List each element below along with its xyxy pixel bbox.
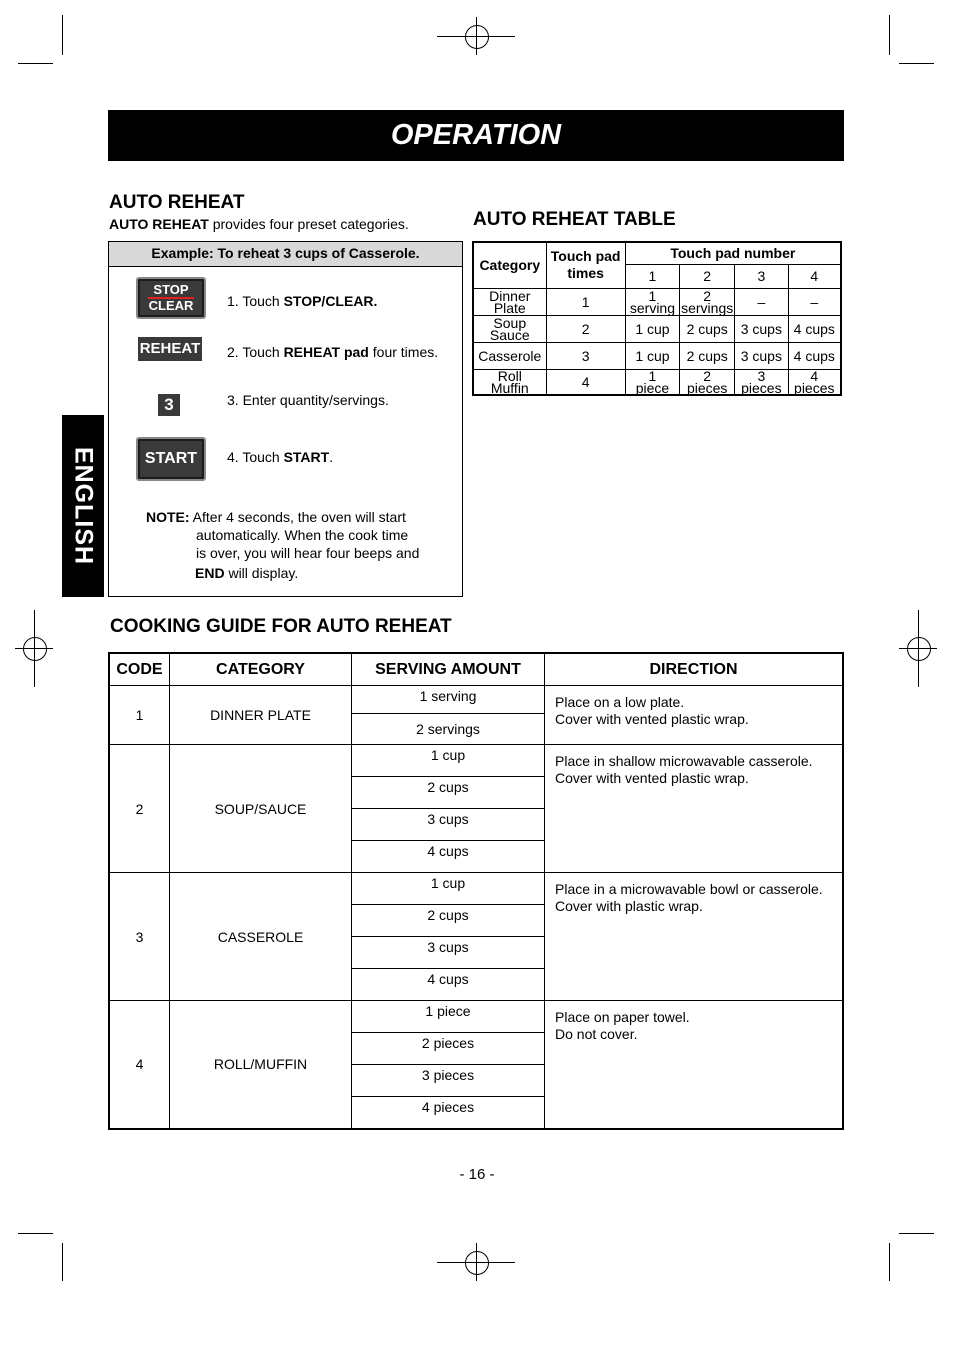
- crop-mark: [889, 1243, 890, 1281]
- col-code: CODE: [109, 653, 170, 686]
- pad-number: 2: [680, 264, 735, 288]
- crop-mark: [899, 63, 934, 64]
- reheat-button[interactable]: REHEAT: [138, 337, 202, 361]
- page-number: - 16 -: [459, 1166, 495, 1183]
- step-2: 2. Touch REHEAT pad four times.: [227, 344, 439, 360]
- cooking-guide-heading: COOKING GUIDE FOR AUTO REHEAT: [110, 616, 452, 637]
- step-3: 3. Enter quantity/servings.: [227, 392, 389, 408]
- col-touchpad-number: Touch pad number: [625, 242, 841, 264]
- clear-label: CLEAR: [148, 298, 194, 313]
- stop-label: STOP: [153, 282, 189, 297]
- table-row: Soup Sauce 2 1 cup 2 cups 3 cups 4 cups: [473, 315, 841, 342]
- stop-clear-button[interactable]: [136, 277, 206, 319]
- example-box: [108, 241, 463, 597]
- reheat-table-heading: AUTO REHEAT TABLE: [473, 209, 676, 230]
- example-title: Example: To reheat 3 cups of Casserole.: [109, 242, 462, 267]
- col-direction: DIRECTION: [545, 653, 844, 686]
- step-1: 1. Touch STOP/CLEAR.: [227, 293, 378, 309]
- crop-mark: [18, 1233, 53, 1234]
- start-button[interactable]: START: [136, 437, 206, 481]
- table-row: Dinner Plate 1 1 serving 2 servings – –: [473, 288, 841, 315]
- pad-number: 1: [625, 264, 680, 288]
- crop-mark: [62, 15, 63, 55]
- auto-reheat-intro: AUTO REHEAT provides four preset categories.: [109, 216, 409, 232]
- cooking-guide-table: CODE CATEGORY SERVING AMOUNT DIRECTION 1 DINNER PLATE 1 serving Place on a low plate. Cover with vented plastic wrap. 2 servings 2 SOUP/SAUCE 1 cup Place in shallow microwavable casserole. Cover with vented plastic wrap. 2 cups 3 cups 4 cups 3 CASSEROLE 1 cup Place in a microwavable bowl or casserole. Cover with plastic wrap. 2 cups 3 cups 4 cups 4 ROLL/MUFFIN 1 piece Place on paper towel. Do not cover. 2 pieces 3 pieces 4 pieces: [108, 652, 844, 1130]
- language-tab-label: ENGLISH: [69, 446, 98, 566]
- step-4: 4. Touch START.: [227, 449, 334, 465]
- pad-number: 3: [735, 264, 788, 288]
- pad-number: 4: [788, 264, 841, 288]
- crop-mark: [18, 63, 53, 64]
- language-tab: [62, 415, 104, 597]
- auto-reheat-table: [472, 241, 842, 396]
- table-row: 1 DINNER PLATE 1 serving Place on a low plate. Cover with vented plastic wrap.: [109, 686, 843, 714]
- table-row: 4 ROLL/MUFFIN 1 piece Place on paper towel. Do not cover.: [109, 1001, 843, 1033]
- col-category: Category: [473, 242, 546, 288]
- table-row: Casserole 3 1 cup 2 cups 3 cups 4 cups: [473, 342, 841, 369]
- table-row: Roll Muffin 4 1 piece 2 pieces 3 pieces 4 pieces: [473, 369, 841, 395]
- operation-banner: OPERATION: [108, 110, 844, 161]
- auto-start-note: NOTE: After 4 seconds, the oven will start automatically. When the cook time is over, you will hear four beeps and END will display.: [146, 509, 420, 581]
- table-row: 3 CASSEROLE 1 cup Place in a microwavable bowl or casserole. Cover with plastic wrap.: [109, 873, 843, 905]
- col-category: CATEGORY: [170, 653, 352, 686]
- auto-reheat-heading: AUTO REHEAT: [109, 192, 245, 213]
- crop-mark: [62, 1243, 63, 1281]
- col-serving-amount: SERVING AMOUNT: [352, 653, 545, 686]
- col-touchpad-times: Touch pad times: [546, 242, 625, 288]
- number-3-button[interactable]: 3: [158, 394, 180, 416]
- table-row: 2 SOUP/SAUCE 1 cup Place in shallow microwavable casserole. Cover with vented plastic wrap.: [109, 745, 843, 777]
- crop-mark: [889, 15, 890, 55]
- crop-mark: [899, 1233, 934, 1234]
